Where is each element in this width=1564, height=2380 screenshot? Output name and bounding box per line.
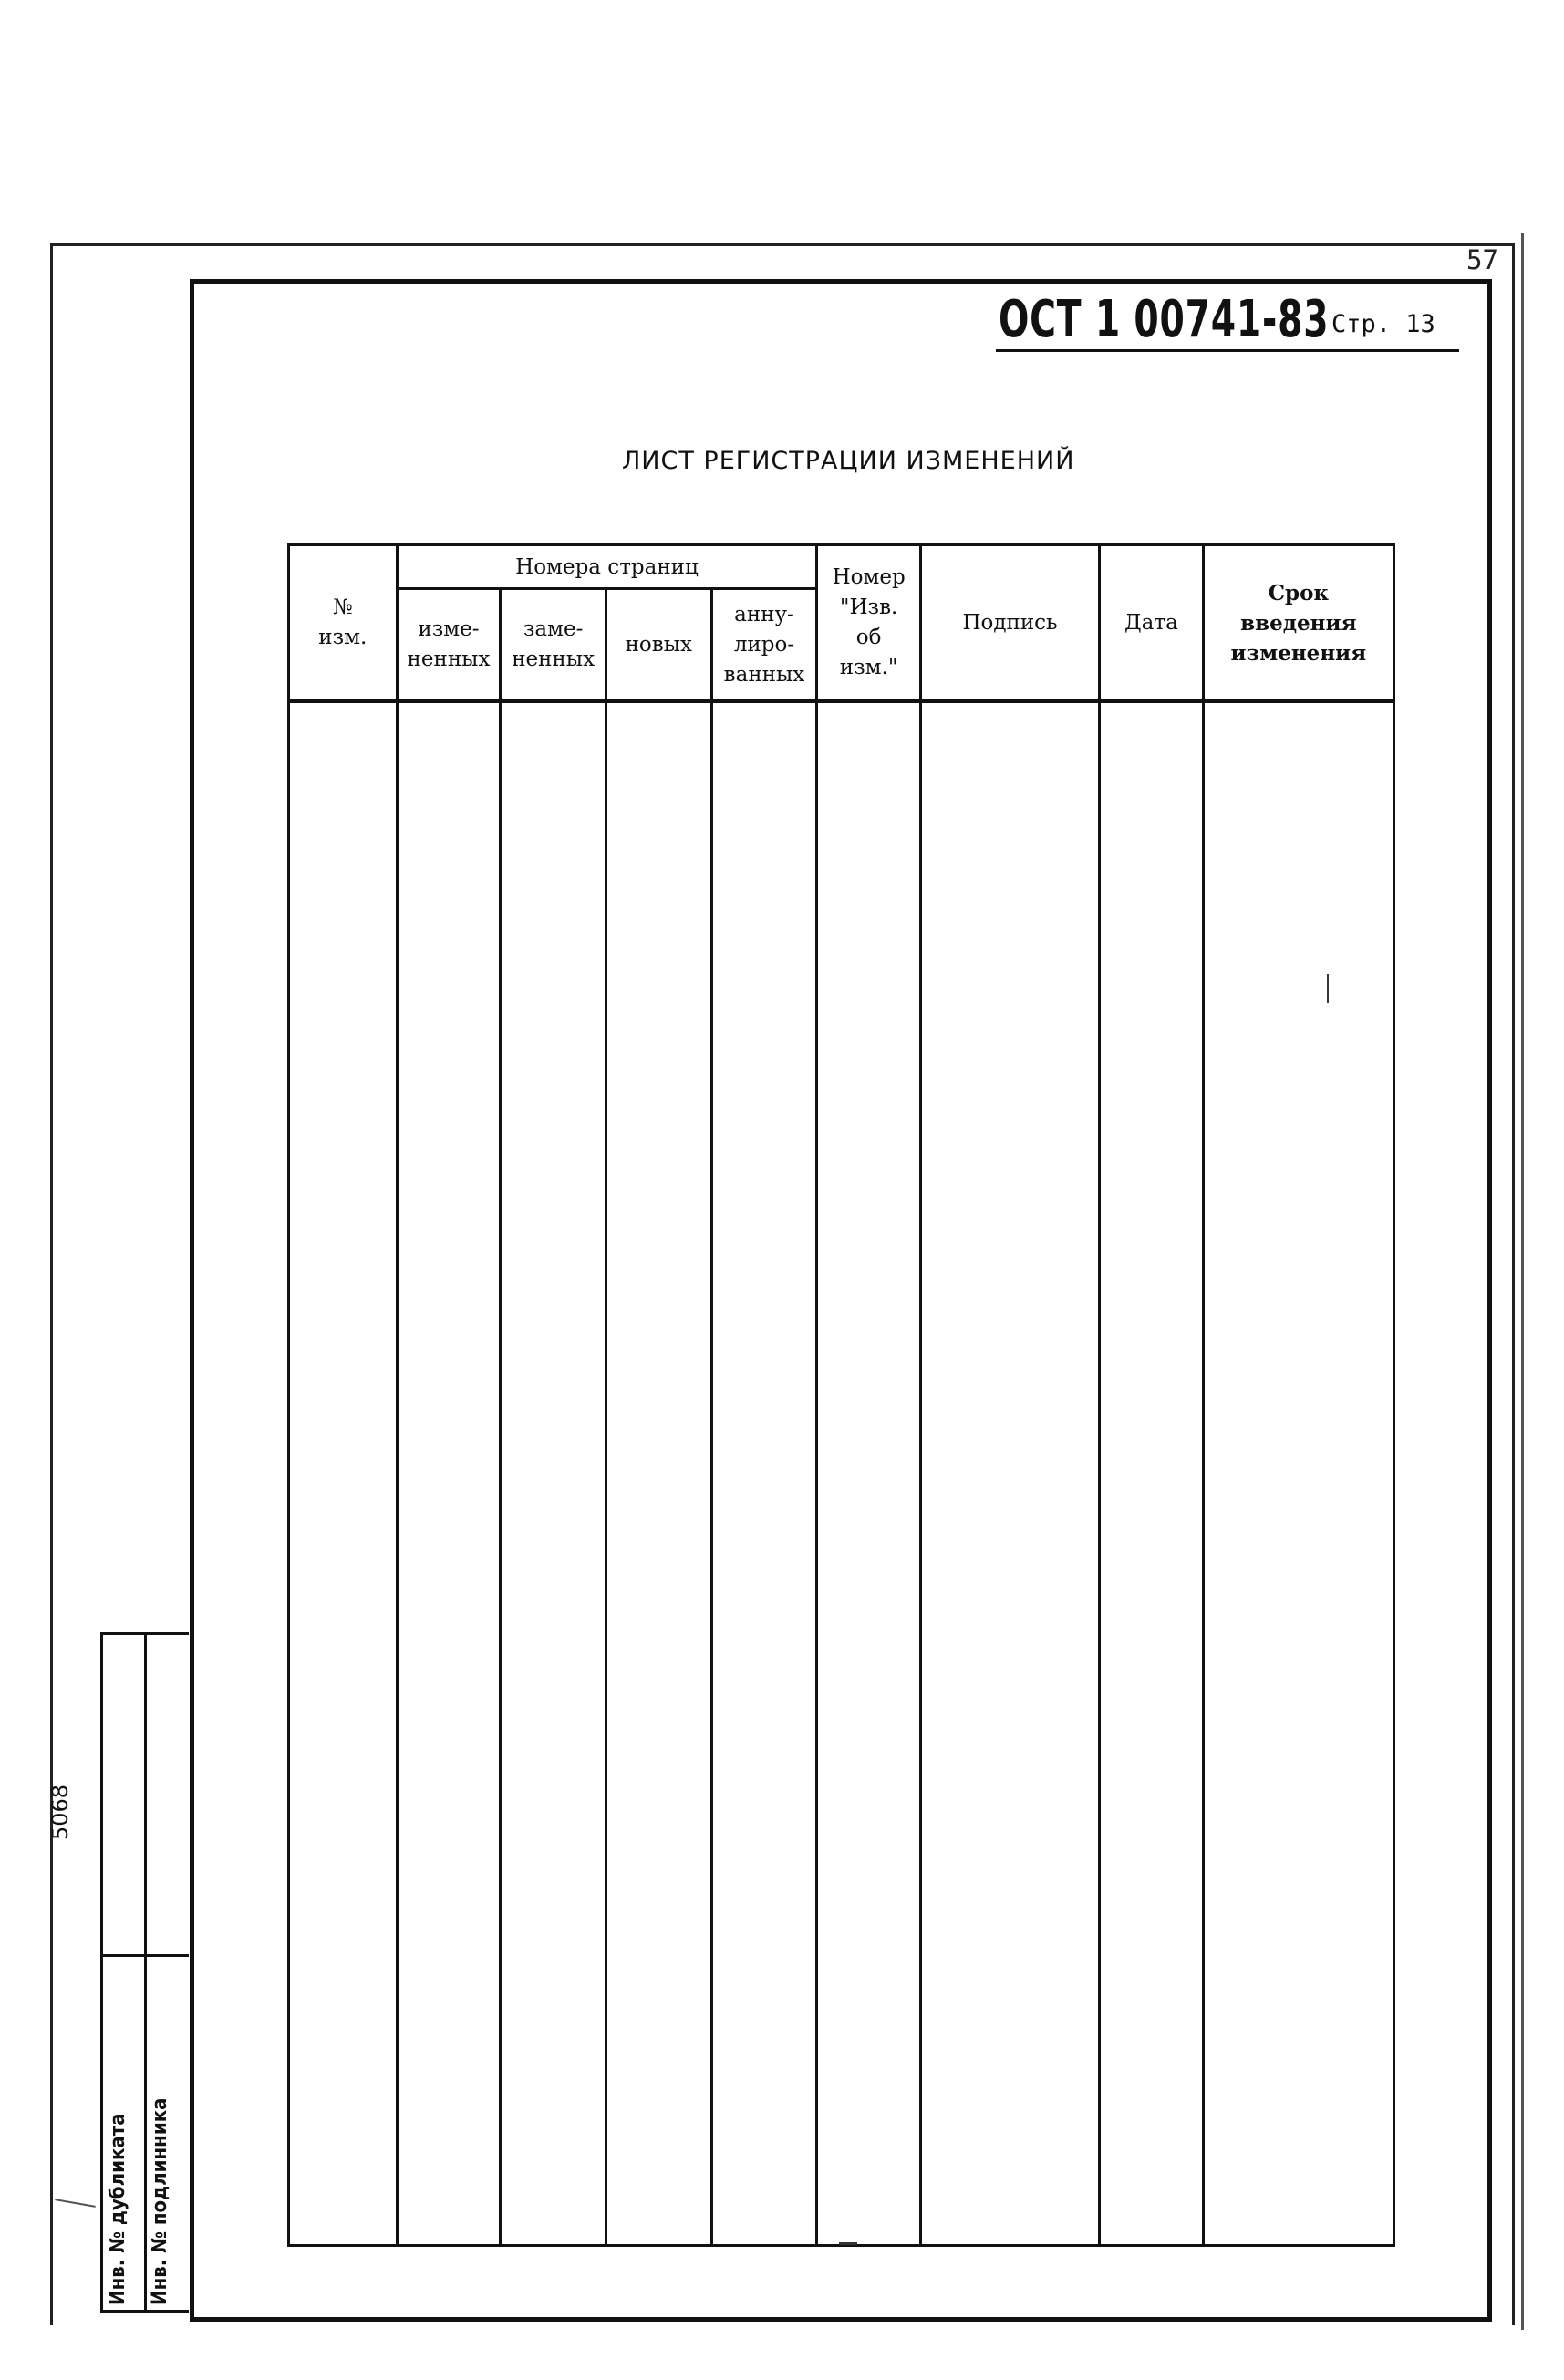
table-cell	[397, 701, 501, 2246]
stamp-row-divider	[103, 1954, 189, 1957]
header-date: Дата	[1100, 545, 1204, 702]
document-page-label: Стр. 13	[1331, 310, 1435, 338]
table-cell	[501, 701, 606, 2246]
table-row	[289, 701, 1394, 2246]
stamp-original-label: Инв. № подлинника	[149, 2097, 171, 2305]
document-code: ОСТ 1 00741-83	[999, 290, 1330, 349]
stamp-duplicate-label: Инв. № дубликата	[107, 2113, 129, 2305]
header-replaced-pages: заме- ненных	[501, 589, 606, 702]
scan-mark	[839, 2242, 857, 2245]
header-page-numbers-group: Номера страниц	[397, 545, 817, 589]
table-cell	[1100, 701, 1204, 2246]
header-change-number: № изм.	[289, 545, 398, 702]
header-signature: Подпись	[920, 545, 1099, 702]
header-notice-number: Номер "Изв. об изм."	[817, 545, 921, 702]
header-new-pages: новых	[606, 589, 711, 702]
table-cell	[289, 701, 398, 2246]
header-underline	[996, 349, 1459, 352]
header-annulled-pages: анну- лиро- ванных	[711, 589, 817, 702]
table-cell	[920, 701, 1099, 2246]
table-cell	[711, 701, 817, 2246]
page-number: 57	[1466, 244, 1498, 275]
change-registration-table	[287, 543, 1395, 2247]
scan-edge-line	[1521, 233, 1524, 2330]
stamp-original-value: 5068	[47, 1784, 73, 1840]
table-cell	[1203, 701, 1393, 2246]
table-cell	[817, 701, 921, 2246]
header-deadline: Срок введения изменения	[1203, 545, 1393, 702]
stamp-column-divider	[144, 1635, 147, 2310]
scan-mark	[1327, 974, 1329, 1003]
inventory-stamp	[100, 1632, 189, 2313]
header-changed-pages: изме- ненных	[397, 589, 501, 702]
table-cell	[606, 701, 711, 2246]
sheet-title: ЛИСТ РЕГИСТРАЦИИ ИЗМЕНЕНИЙ	[622, 447, 1075, 475]
